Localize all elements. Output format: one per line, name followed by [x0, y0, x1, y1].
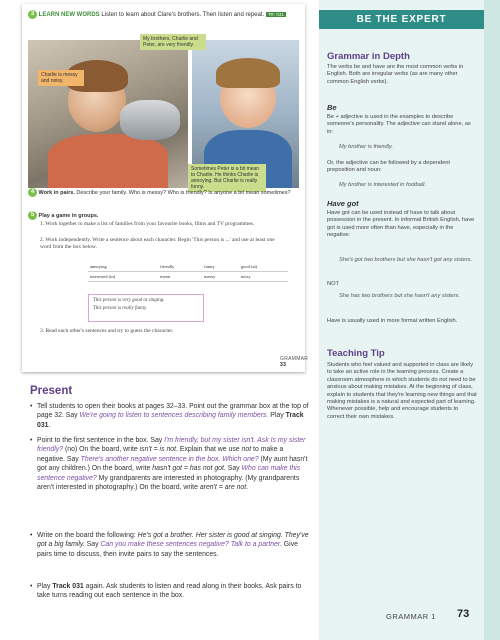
- teaching-tip-heading: Teaching Tip: [327, 348, 385, 359]
- step-3-lead: LEARN NEW WORDS: [38, 12, 100, 19]
- track-badge: TR: 031: [267, 12, 284, 18]
- be-example-2: My brother is interested in football.: [339, 182, 426, 188]
- be-example-1: My brother is friendly.: [339, 144, 393, 150]
- present-bullet-4: • Play Track 031 again. Ask students to listen and read along in their books. Ask pairs to take turns reading out each sentence in the box.: [30, 582, 313, 601]
- have-got-heading: Have got: [327, 199, 359, 208]
- present-bullet-2: • Point to the first sentence in the box. Say I'm friendly, but my sister isn't. Ask Is my sister friendly? (no) On the board, write isn't = is not. Explain that we use not to make a negative. Say There's another negative sentence in the box. Which one? (My aunt hasn't got any children.) On the board, write hasn't got = has not got. Say Who can make this sentence negative? My grandparents are interested in photography. (My grandparents aren't interested in photography.) On the board, write aren't = are not.: [30, 436, 313, 492]
- be-heading: Be: [327, 103, 337, 112]
- word: noisy: [239, 272, 288, 282]
- step-3-number: 3: [28, 10, 37, 19]
- caption-friendly: My brothers, Charlie and Peter, are very friendly.: [140, 34, 206, 50]
- word: annoying: [88, 262, 158, 272]
- student-book-footer: GRAMMAR 33: [280, 356, 309, 368]
- have-got-example-2: She has two brothers but she hasn't any sisters.: [339, 293, 460, 299]
- step-4-instruction: 4 Work in pairs. Describe your family. Who is messy? Who is friendly? Is anyone a bit mean sometimes?: [28, 188, 298, 197]
- step-3-instruction: 3 LEARN NEW WORDS Listen to learn about Clare's brothers. Then listen and repeat. TR: 031: [28, 10, 298, 19]
- caption-annoying: Sometimes Peter is a bit mean to Charlie. He thinks Charlie is annoying. But Charlie is really funny.: [188, 164, 266, 192]
- word: friendly: [158, 262, 202, 272]
- have-got-example-1: She's got two brothers but she hasn't got any sisters.: [339, 257, 473, 263]
- caption-messy: Charlie is messy and noisy.: [38, 70, 84, 86]
- word: messy: [202, 272, 239, 282]
- page-number: 73: [457, 608, 470, 620]
- have-got-text-2: Have is usually used in more formal written English.: [327, 318, 458, 324]
- photo-messy-boy: [28, 40, 188, 188]
- present-heading: Present: [30, 385, 73, 397]
- sample-sentences-box: This person is very good at singing. This person is really funny.: [88, 294, 204, 322]
- word: mean: [158, 272, 202, 282]
- present-bullet-3: • Write on the board the following: He's got a brother. Her sister is good at singing. They've got a big family. Say Can you make these sentences negative? Talk to a partner. Give pairs time to discuss, then invite pairs to say the sentences.: [30, 531, 313, 559]
- present-bullet-1: • Tell students to open their books at pages 32–33. Point out the grammar box at the top of page 32. Say We're going to listen to sentences describing family members. Play Track 031.: [30, 402, 313, 430]
- step-5-item-2: 2. Work independently. Write a sentence about each character. Begin 'This person is ...' and use at least one word from the box below.: [40, 237, 275, 250]
- word-box: [88, 262, 288, 282]
- step-5-item-3: 3. Read each other's sentences and try to guess the character.: [40, 328, 174, 334]
- step-5-item-1: 1. Work together to make a list of families from your favourite books, films and TV programmes.: [40, 221, 255, 227]
- footer-section-label: GRAMMAR 1: [386, 612, 436, 621]
- sidebar-edge-stripe: [484, 0, 500, 640]
- word: funny: [202, 262, 239, 272]
- be-the-expert-banner: BE THE EXPERT: [319, 10, 484, 29]
- grammar-in-depth-heading: Grammar in Depth: [327, 51, 410, 62]
- grammar-intro: The verbs be and have are the most common verbs in English. Both are irregular verbs (as are many other common English verbs).: [327, 64, 464, 85]
- word: interested (in): [88, 272, 158, 282]
- teaching-tip-text: Students who feel valued and supported in class are likely to take an active role in the learning process. Create a classroom atmosphere in which students do not need to be anxious about making mistakes. At the beginning of class, explain to students that they're learning new things and that making mistakes is a natural and expected part of learning. Whenever possible, help and encourage students to correct their own mistakes.: [327, 362, 477, 420]
- student-book-page: [22, 4, 309, 372]
- not-label: NOT: [327, 281, 340, 287]
- word: good (at): [239, 262, 288, 272]
- step-5-instruction: 5 Play a game in groups.: [28, 211, 298, 220]
- have-got-text: Have got can be used instead of have to talk about possession in the present. In informal British English, have got is used more often than have, especially in the negative:: [327, 210, 475, 239]
- be-text: Be + adjective is used in the examples to describe someone's personality. The adjective can stand alone, as in:: [327, 114, 471, 135]
- be-text-2: Or, the adjective can be followed by a dependent preposition and noun:: [327, 160, 450, 174]
